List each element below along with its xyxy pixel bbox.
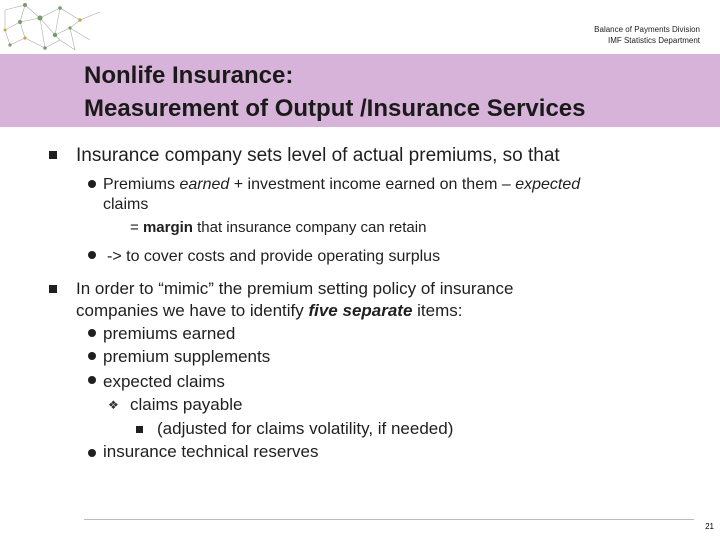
title-line-1: Nonlife Insurance:: [84, 62, 294, 89]
dot-bullet-icon: [88, 449, 96, 457]
item-technical-reserves: insurance technical reserves: [103, 442, 319, 461]
text-premiums: Premiums: [103, 176, 180, 193]
text-items: items:: [412, 301, 463, 320]
dot-bullet-icon: [88, 376, 96, 384]
text-expected: expected: [515, 176, 581, 193]
sub-bullet-2: -> to cover costs and provide operating surplus: [107, 248, 441, 265]
diamond-bullet-icon: ❖: [108, 398, 119, 412]
square-bullet-icon: [136, 426, 143, 433]
text-margin: margin: [142, 219, 193, 236]
title-line-2: Measurement of Output /Insurance Services: [84, 95, 586, 122]
slide-title: [84, 59, 585, 125]
bullet-2-line-1: In order to “mimic” the premium setting policy of insurance: [76, 279, 514, 298]
item-premiums-earned: premiums earned: [103, 324, 236, 343]
department-label: [594, 24, 700, 46]
square-bullet-icon: [49, 151, 57, 159]
text-equals: =: [130, 219, 143, 236]
text-margin-rest: that insurance company can retain: [192, 219, 427, 236]
page-number: 21: [694, 519, 714, 535]
dot-bullet-icon: [88, 352, 96, 360]
bullet-1: Insurance company sets level of actual premiums, so that: [76, 145, 560, 166]
dot-bullet-icon: [88, 251, 96, 259]
item-claims-volatility: (adjusted for claims volatility, if needed): [157, 419, 454, 438]
item-expected-claims: expected claims: [103, 372, 225, 391]
department-line: IMF Statistics Department: [607, 36, 700, 45]
dot-bullet-icon: [88, 180, 96, 188]
sub-bullet-1: [103, 176, 580, 194]
footer-divider: [84, 519, 710, 520]
text-five-separate: five separate: [308, 301, 413, 320]
dot-bullet-icon: [88, 329, 96, 337]
item-claims-payable: claims payable: [130, 395, 243, 414]
division-line: Balance of Payments Division: [594, 25, 700, 34]
text-investment-income: + investment income earned on them –: [229, 176, 516, 193]
item-premium-supplements: premium supplements: [103, 347, 271, 366]
margin-line: [130, 219, 426, 236]
square-bullet-icon: [49, 285, 57, 293]
bullet-2-line-2: [76, 301, 462, 321]
imf-logo-graphic: [0, 0, 110, 55]
sub-bullet-1-cont: claims: [103, 196, 149, 213]
text-earned: earned: [179, 176, 230, 193]
text-companies: companies we have to identify: [76, 301, 309, 320]
